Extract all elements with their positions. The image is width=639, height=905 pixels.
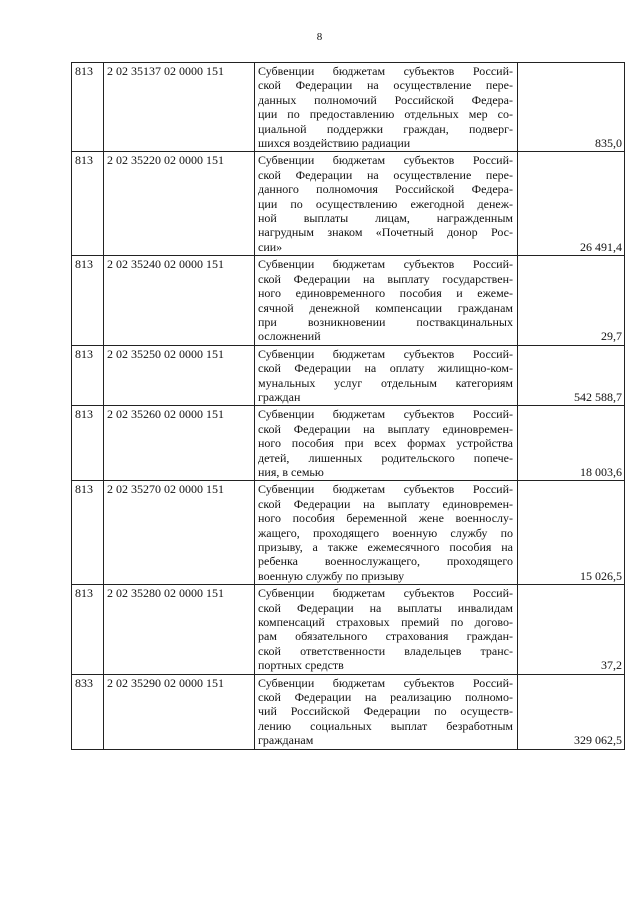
description-line: Субвенции бюджетам субъектов Россий-	[258, 482, 513, 497]
description-line: Субвенции бюджетам субъектов Россий-	[258, 407, 513, 422]
description-line: ской ответственности владельцев транс-	[258, 643, 513, 658]
description-line: жащего, проходящего военную службу по	[258, 525, 513, 540]
amount-cell: 37,2	[518, 585, 625, 674]
description-line: ной выплаты лицам, награжденным	[258, 211, 513, 226]
description-line: ской Федерации на реализацию полномо-	[258, 690, 513, 705]
description-line: ния, в семью	[258, 464, 324, 479]
amount-cell: 542 588,7	[518, 345, 625, 406]
budget-code-cell: 2 02 35137 02 0000 151	[104, 63, 255, 152]
description-line: данных полномочий Российской Федера-	[258, 92, 513, 107]
amount-cell: 29,7	[518, 256, 625, 345]
description-line: компенсаций страховых премий по догово-	[258, 615, 513, 630]
admin-code-cell: 813	[72, 63, 104, 152]
description-cell	[255, 345, 518, 406]
description-line: детей, лишенных родительского попече-	[258, 450, 513, 465]
description-line: Субвенции бюджетам субъектов Россий-	[258, 257, 513, 272]
budget-code-cell: 2 02 35220 02 0000 151	[104, 152, 255, 256]
description-line: ребенка военнослужащего, проходящего	[258, 554, 513, 569]
page-number: 8	[316, 31, 323, 43]
description-line: ской Федерации на выплату государствен-	[258, 271, 513, 286]
budget-code-cell: 2 02 35250 02 0000 151	[104, 345, 255, 406]
description-line: рам обязательного страхования граждан-	[258, 629, 513, 644]
description-line: ции по осуществлению ежегодной денеж-	[258, 196, 513, 211]
description-line: Субвенции бюджетам субъектов Россий-	[258, 153, 513, 168]
description-line: Субвенции бюджетам субъектов Россий-	[258, 675, 513, 690]
description-line: призыву, а также ежемесячного пособия на	[258, 540, 513, 554]
description-line: ской Федерации на выплату единовремен-	[258, 496, 513, 511]
description-line: ской Федерации на осуществление пере-	[258, 167, 513, 182]
amount-cell: 26 491,4	[518, 152, 625, 256]
description-line: портных средств	[258, 658, 344, 673]
description-line: ного пособия при всех формах устройства	[258, 436, 513, 451]
description-line: военную службу по призыву	[258, 568, 405, 583]
budget-code-cell: 2 02 35270 02 0000 151	[104, 481, 255, 585]
description-cell	[255, 674, 518, 749]
budget-table	[71, 62, 625, 750]
description-cell	[255, 585, 518, 674]
table-body	[72, 63, 625, 750]
description-line: ской Федерации на выплаты инвалидам	[258, 600, 513, 615]
description-line: чий Российской Федерации по осуществ-	[258, 704, 513, 719]
description-line: осложнений	[258, 329, 321, 344]
description-line: мунальных услуг отдельным категориям	[258, 375, 513, 390]
description-cell	[255, 63, 518, 152]
description-line: данного полномочия Российской Федера-	[258, 182, 513, 197]
description-line: при возникновении поствакцинальных	[258, 314, 513, 329]
budget-code-cell: 2 02 35240 02 0000 151	[104, 256, 255, 345]
amount-cell: 18 003,6	[518, 406, 625, 481]
admin-code-cell: 813	[72, 585, 104, 674]
table-row	[72, 152, 625, 256]
description-line: Субвенции бюджетам субъектов Россий-	[258, 586, 513, 601]
admin-code-cell: 813	[72, 152, 104, 256]
description-line: сии»	[258, 239, 283, 254]
table-row	[72, 256, 625, 345]
description-cell	[255, 406, 518, 481]
amount-cell: 835,0	[518, 63, 625, 152]
table-row	[72, 481, 625, 585]
table-row	[72, 585, 625, 674]
description-line: Субвенции бюджетам субъектов Россий-	[258, 346, 513, 361]
description-line: граждан	[258, 389, 301, 404]
description-cell	[255, 152, 518, 256]
description-line: ской Федерации на выплату единовремен-	[258, 421, 513, 436]
description-cell	[255, 481, 518, 585]
description-line: ской Федерации на оплату жилищно-ком-	[258, 361, 513, 376]
description-line: ской Федерации на осуществление пере-	[258, 78, 513, 93]
description-line: лению социальных выплат безработным	[258, 718, 513, 733]
admin-code-cell: 813	[72, 406, 104, 481]
description-line: шихся воздействию радиации	[258, 136, 411, 151]
budget-code-cell: 2 02 35260 02 0000 151	[104, 406, 255, 481]
amount-cell: 329 062,5	[518, 674, 625, 749]
description-line: гражданам	[258, 733, 314, 748]
description-line: Субвенции бюджетам субъектов Россий-	[258, 64, 513, 78]
admin-code-cell: 813	[72, 481, 104, 585]
table-row	[72, 345, 625, 406]
table-row	[72, 674, 625, 749]
admin-code-cell: 813	[72, 345, 104, 406]
description-line: сячной денежной компенсации гражданам	[258, 300, 513, 315]
admin-code-cell: 813	[72, 256, 104, 345]
table-row	[72, 63, 625, 152]
amount-cell: 15 026,5	[518, 481, 625, 585]
description-line: ного пособия беременной жене военнослу-	[258, 511, 513, 526]
admin-code-cell: 833	[72, 674, 104, 749]
description-line: ции по предоставлению отдельных мер со-	[258, 107, 513, 122]
table-row	[72, 406, 625, 481]
description-line: нагрудным знаком «Почетный донор Рос-	[258, 225, 513, 240]
description-line: циальной поддержки граждан, подверг-	[258, 121, 513, 136]
description-line: ного единовременного пособия и ежеме-	[258, 286, 513, 301]
description-cell	[255, 256, 518, 345]
budget-code-cell: 2 02 35290 02 0000 151	[104, 674, 255, 749]
budget-code-cell: 2 02 35280 02 0000 151	[104, 585, 255, 674]
